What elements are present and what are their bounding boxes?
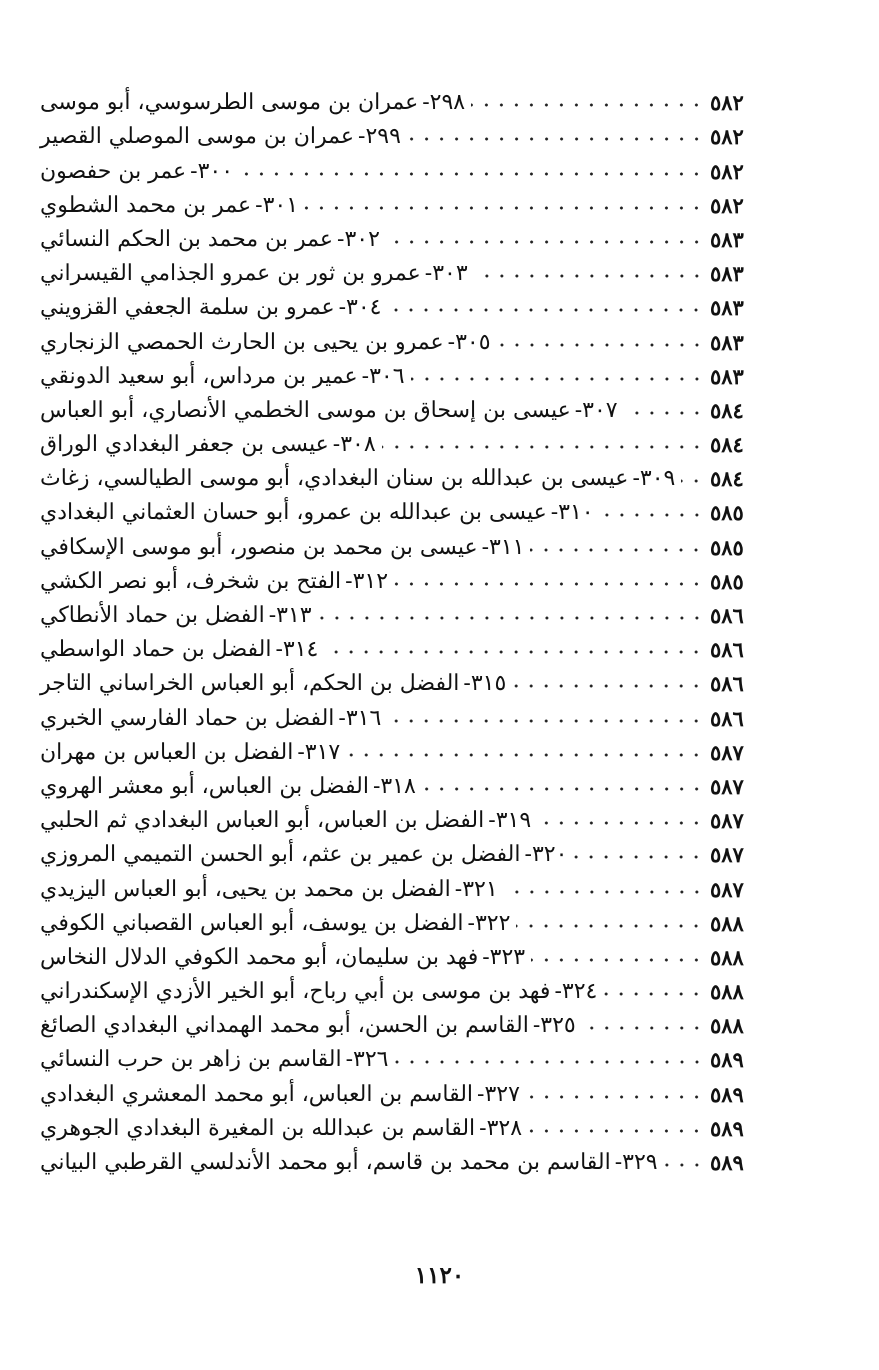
entry-number: ٣٠٢	[344, 226, 380, 252]
entry-dash: -	[454, 876, 463, 902]
entry-label	[40, 875, 498, 905]
dot-leader	[530, 545, 704, 555]
entry-number: ٣٢٠	[531, 842, 568, 868]
entry-number: ٣١٦	[345, 705, 382, 731]
entry-title: الفضل بن حماد الواسطي	[40, 637, 272, 663]
entry-number: ٣١١	[489, 534, 525, 560]
entry-page-number: ٥٨٤	[710, 432, 744, 458]
entry-page-number: ٥٨٢	[710, 158, 744, 184]
entry-dash: -	[338, 705, 346, 731]
toc-entry	[40, 460, 758, 494]
toc-entry	[40, 1075, 758, 1109]
entry-label	[40, 567, 388, 597]
dot-leader	[422, 784, 704, 794]
entry-title: الفضل بن حماد الأنطاكي	[40, 603, 265, 628]
dot-leader	[387, 305, 704, 315]
entry-dash: -	[275, 637, 283, 663]
entry-dash: -	[268, 603, 277, 628]
entry-label	[40, 601, 312, 631]
entry-dash: -	[632, 466, 640, 492]
toc-entry	[40, 84, 758, 118]
entry-label	[40, 259, 468, 289]
toc-entry	[40, 836, 758, 870]
entry-dash: -	[447, 329, 456, 355]
entry-number: ٣٠١	[262, 192, 299, 218]
dot-leader	[318, 613, 704, 623]
toc-entry	[40, 665, 758, 699]
entry-label	[40, 293, 381, 323]
entry-title: الفضل بن يوسف، أبو العباس القصباني الكوفي	[40, 910, 464, 936]
table-of-contents	[40, 84, 758, 1178]
entry-number: ٣٠٩	[639, 466, 676, 492]
toc-entry	[40, 528, 758, 562]
toc-entry	[40, 392, 758, 426]
entry-page-number: ٥٨٢	[710, 124, 744, 150]
entry-page-number: ٥٨٦	[710, 637, 744, 663]
entry-page-number: ٥٨٨	[710, 944, 744, 970]
entry-number: ٣٠٨	[340, 432, 376, 458]
entry-title: عمرو بن سلمة الجعفي القزويني	[40, 295, 335, 321]
dot-leader	[504, 887, 704, 897]
entry-page-number: ٥٨٥	[710, 534, 744, 560]
dot-leader	[537, 818, 704, 828]
toc-entry	[40, 563, 758, 597]
entry-number: ٣١٣	[276, 603, 312, 628]
page-number: ١١٢٠	[414, 1262, 465, 1289]
entry-label	[40, 977, 597, 1007]
entry-dash: -	[614, 1150, 623, 1175]
entry-title: الفضل بن الحكم، أبو العباس الخراساني التاجر	[40, 671, 460, 697]
entry-label	[40, 669, 506, 699]
entry-label	[40, 498, 594, 528]
toc-entry	[40, 358, 758, 392]
entry-dash: -	[361, 363, 370, 389]
entry-title: عمر بن محمد الشطوي	[40, 192, 252, 218]
dot-leader	[386, 237, 704, 247]
entry-page-number: ٥٨٥	[710, 568, 744, 594]
toc-entry	[40, 221, 758, 255]
entry-label	[40, 157, 233, 187]
entry-number: ٣٠٦	[369, 363, 405, 389]
toc-entry	[40, 734, 758, 768]
entry-page-number: ٥٨٦	[710, 705, 744, 731]
entry-page-number: ٥٨٩	[710, 1047, 744, 1073]
entry-dash: -	[524, 842, 532, 868]
entry-page-number: ٥٨٨	[710, 1013, 744, 1039]
toc-entry	[40, 289, 758, 323]
entry-dash: -	[345, 568, 353, 594]
toc-entry	[40, 426, 758, 460]
toc-entry	[40, 631, 758, 665]
entry-page-number: ٥٨٧	[710, 739, 744, 765]
entry-number: ٢٩٩	[365, 124, 401, 150]
entry-number: ٢٩٨	[429, 90, 466, 116]
entry-number: ٣٢٧	[484, 1081, 520, 1107]
entry-dash: -	[532, 1013, 541, 1039]
entry-page-number: ٥٨٣	[710, 261, 744, 287]
dot-leader	[573, 852, 704, 862]
entry-title: الفتح بن شخرف، أبو نصر الكشي	[40, 568, 342, 594]
dot-leader	[600, 510, 704, 520]
entry-page-number: ٥٨٢	[710, 90, 744, 116]
entry-title: الفضل بن عمير بن عثم، أبو الحسن التميمي المروزي	[40, 842, 521, 868]
toc-entry	[40, 1041, 758, 1075]
entry-label	[40, 1114, 522, 1144]
entry-title: عيسى بن عبدالله بن عمرو، أبو حسان العثماني البغدادي	[40, 500, 547, 526]
entry-page-number: ٥٨٣	[710, 295, 744, 321]
entry-page-number: ٥٨٤	[710, 397, 744, 423]
entry-dash: -	[479, 1115, 487, 1141]
dot-leader	[681, 476, 704, 486]
dot-leader	[471, 100, 704, 110]
entry-title: عيسى بن عبدالله بن سنان البغدادي، أبو موسى الطيالسي، زغاث	[40, 466, 629, 492]
entry-dash: -	[467, 910, 475, 936]
entry-number: ٣١٩	[495, 808, 532, 834]
entry-dash: -	[477, 1081, 485, 1107]
entry-page-number: ٥٨٩	[710, 1081, 744, 1107]
entry-dash: -	[297, 739, 305, 765]
entry-title: القاسم بن محمد بن قاسم، أبو محمد الأندلسي القرطبي البياني	[40, 1150, 611, 1175]
entry-number: ٣١٢	[352, 568, 389, 594]
toc-entry	[40, 187, 758, 221]
entry-title: عمر بن حفصون	[40, 158, 187, 184]
entry-page-number: ٥٨٢	[710, 192, 744, 218]
entry-title: القاسم بن الحسن، أبو محمد الهمداني البغدادي الصائغ	[40, 1013, 529, 1039]
dot-leader	[346, 750, 704, 760]
entry-title: القاسم بن عبدالله بن المغيرة البغدادي الجوهري	[40, 1115, 476, 1141]
entry-title: عمير بن مرداس، أبو سعيد الدونقي	[40, 363, 358, 389]
entry-title: عمرو بن يحيى بن الحارث الحمصي الزنجاري	[40, 329, 444, 355]
entry-number: ٣١٥	[470, 671, 507, 697]
entry-label	[40, 772, 416, 802]
entry-page-number: ٥٨٦	[710, 603, 744, 628]
toc-entry	[40, 768, 758, 802]
entry-number: ٣٢٥	[540, 1013, 576, 1039]
entry-title: عمرو بن ثور بن عمرو الجذامي القيسراني	[40, 261, 421, 287]
entry-title: الفضل بن العباس، أبو معشر الهروي	[40, 773, 369, 799]
dot-leader	[528, 1126, 704, 1136]
entry-label	[40, 191, 298, 221]
dot-leader	[394, 579, 704, 589]
entry-page-number: ٥٨٤	[710, 466, 744, 492]
entry-number: ٣٠٥	[455, 329, 491, 355]
entry-number: ٣٠٧	[582, 397, 618, 423]
entry-dash: -	[574, 397, 583, 423]
dot-leader	[239, 169, 704, 179]
entry-number: ٣١٧	[304, 739, 341, 765]
entry-label	[40, 533, 524, 563]
entry-number: ٣٠٣	[432, 261, 468, 287]
entry-number: ٣٢٢	[474, 910, 511, 936]
entry-dash: -	[358, 124, 366, 150]
entry-title: عيسى بن جعفر البغدادي الوراق	[40, 432, 329, 458]
toc-entry	[40, 494, 758, 528]
entry-number: ٣٢٣	[489, 944, 526, 970]
toc-entry	[40, 699, 758, 733]
entry-page-number: ٥٨٧	[710, 773, 744, 799]
entry-page-number: ٥٨٣	[710, 226, 744, 252]
toc-entry	[40, 939, 758, 973]
dot-leader	[531, 955, 704, 965]
dot-leader	[516, 921, 704, 931]
entry-page-number: ٥٨٨	[710, 979, 744, 1005]
entry-dash: -	[337, 226, 345, 252]
entry-dash: -	[345, 1047, 354, 1073]
toc-entry	[40, 323, 758, 357]
toc-entry	[40, 905, 758, 939]
entry-page-number: ٥٨٧	[710, 876, 744, 902]
dot-leader	[497, 340, 704, 350]
entry-title: عيسى بن إسحاق بن موسى الخطمي الأنصاري، أبو العباس	[40, 397, 571, 423]
entry-dash: -	[338, 295, 347, 321]
dot-leader	[474, 271, 704, 281]
entry-dash: -	[422, 90, 430, 116]
entry-page-number: ٥٨٩	[710, 1150, 744, 1175]
entry-label	[40, 225, 380, 255]
dot-leader	[411, 374, 704, 384]
entry-number: ٣٢٦	[353, 1047, 389, 1073]
entry-title: الفضل بن العباس بن مهران	[40, 739, 294, 765]
entry-number: ٣٠٠	[197, 158, 234, 184]
entry-title: عمران بن موسى الطرسوسي، أبو موسى	[40, 90, 419, 116]
entry-page-number: ٥٨٩	[710, 1115, 744, 1141]
entry-number: ٣١٤	[282, 637, 319, 663]
entry-page-number: ٥٨٣	[710, 329, 744, 355]
entry-number: ٣٢٨	[486, 1115, 523, 1141]
toc-entry	[40, 870, 758, 904]
entry-dash: -	[554, 979, 562, 1005]
entry-title: الفضل بن محمد بن يحيى، أبو العباس اليزيدي	[40, 876, 451, 902]
entry-dash: -	[372, 773, 381, 799]
dot-leader	[582, 1023, 704, 1033]
toc-entry	[40, 1007, 758, 1041]
entry-label	[40, 1045, 389, 1075]
entry-page-number: ٥٨٣	[710, 363, 744, 389]
entry-title: عيسى بن محمد بن منصور، أبو موسى الإسكافي	[40, 534, 478, 560]
entry-label	[40, 122, 401, 152]
entry-dash: -	[424, 261, 433, 287]
entry-label	[40, 909, 510, 939]
entry-label	[40, 328, 491, 358]
entry-title: فهد بن موسى بن أبي رباح، أبو الخير الأزدي الإسكندراني	[40, 979, 551, 1005]
toc-entry	[40, 802, 758, 836]
dot-leader	[304, 203, 704, 213]
entry-label	[40, 738, 340, 768]
entry-dash: -	[255, 192, 263, 218]
entry-label	[40, 464, 675, 494]
entry-label	[40, 943, 525, 973]
entry-dash: -	[190, 158, 198, 184]
entry-label	[40, 396, 618, 426]
dot-leader	[407, 134, 704, 144]
entry-label	[40, 635, 318, 665]
dot-leader	[382, 442, 704, 452]
toc-entry	[40, 1110, 758, 1144]
entry-title: الفضل بن العباس، أبو العباس البغدادي ثم الحلبي	[40, 808, 485, 834]
dot-leader	[624, 408, 704, 418]
entry-number: ٣١٠	[558, 500, 594, 526]
toc-entry	[40, 152, 758, 186]
entry-title: القاسم بن زاهر بن حرب النسائي	[40, 1047, 342, 1073]
entry-title: الفضل بن حماد الفارسي الخبري	[40, 705, 335, 731]
entry-dash: -	[550, 500, 559, 526]
entry-number: ٣٢٩	[622, 1150, 658, 1175]
entry-dash: -	[488, 808, 496, 834]
entry-label	[40, 704, 381, 734]
dot-leader	[395, 1057, 705, 1067]
entry-dash: -	[482, 944, 490, 970]
entry-label	[40, 806, 531, 836]
dot-leader	[603, 989, 704, 999]
entry-label	[40, 1011, 576, 1041]
entry-page-number: ٥٨٦	[710, 671, 744, 697]
entry-page-number: ٥٨٨	[710, 910, 744, 936]
toc-entry	[40, 255, 758, 289]
dot-leader	[324, 647, 704, 657]
entry-page-number: ٥٨٥	[710, 500, 744, 526]
entry-dash: -	[481, 534, 490, 560]
entry-number: ٣٢٤	[561, 979, 598, 1005]
dot-leader	[526, 1092, 704, 1102]
toc-entry	[40, 1144, 758, 1178]
entry-label	[40, 362, 405, 392]
entry-number: ٣١٨	[380, 773, 416, 799]
entry-label	[40, 1148, 658, 1178]
entry-title: عمر بن محمد بن الحكم النسائي	[40, 226, 333, 252]
dot-leader	[512, 681, 704, 691]
entry-number: ٣٠٤	[346, 295, 382, 321]
entry-label	[40, 840, 567, 870]
dot-leader	[664, 1160, 704, 1170]
toc-entry	[40, 973, 758, 1007]
entry-page-number: ٥٨٧	[710, 842, 744, 868]
toc-entry	[40, 118, 758, 152]
entry-page-number: ٥٨٧	[710, 808, 744, 834]
entry-dash: -	[332, 432, 341, 458]
entry-title: عمران بن موسى الموصلي القصير	[40, 124, 355, 150]
entry-label	[40, 430, 376, 460]
entry-label	[40, 1080, 520, 1110]
entry-title: القاسم بن العباس، أبو محمد المعشري البغدادي	[40, 1081, 474, 1107]
entry-title: فهد بن سليمان، أبو محمد الكوفي الدلال النخاس	[40, 944, 479, 970]
entry-dash: -	[463, 671, 471, 697]
entry-label	[40, 88, 465, 118]
dot-leader	[387, 716, 704, 726]
toc-entry	[40, 597, 758, 631]
entry-number: ٣٢١	[462, 876, 498, 902]
